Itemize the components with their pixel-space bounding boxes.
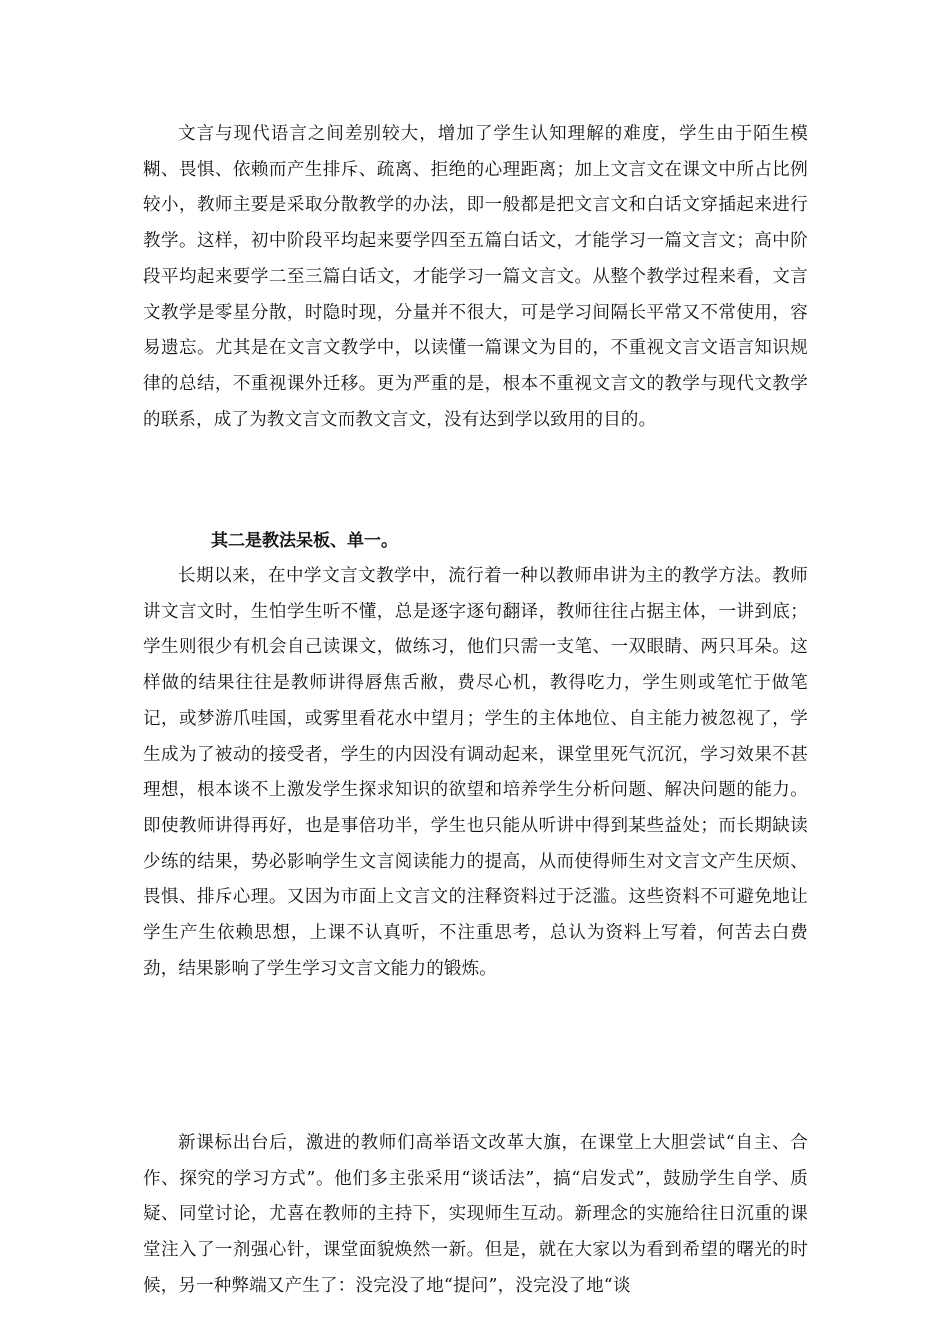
paragraph-classical-chinese-difficulty: 文言与现代语言之间差别较大，增加了学生认知理解的难度，学生由于陌生模糊、畏惧、依赖而产生排斥、疏离、拒绝的心理距离；加上文言文在课文中所占比例较小，教师主要是采取分散教学的办法，即一般都是把文言文和白话文穿插起来进行教学。这样，初中阶段平均起来要学四至五篇白话文，才能学习一篇文言文；高中阶段平均起来要学二至三篇白话文，才能学习一篇文言文。从整个教学过程来看，文言文教学是零星分散，时隐时现，分量并不很大，可是学习间隔长平常又不常使用，容易遗忘。尤其是在文言文教学中，以读懂一篇课文为目的，不重视文言文语言知识规律的总结，不重视课外迁移。更为严重的是，根本不重视文言文的教学与现代文教学的联系，成了为教文言文而教文言文，没有达到学以致用的目的。 (143, 124, 808, 430)
section-heading: 其二是教法呆板、单一。 (211, 531, 398, 551)
paragraph-teaching-method: 长期以来，在中学文言文教学中，流行着一种以教师串讲为主的教学方法。教师讲文言文时，生怕学生听不懂，总是逐字逐句翻译，教师往往占据主体，一讲到底；学生则很少有机会自己读课文，做练习，他们只需一支笔、一双眼睛、两只耳朵。这样做的结果往往是教师讲得唇焦舌敝，费尽心机，教得吃力，学生则或笔忙于做笔记，或梦游爪哇国，或雾里看花水中望月；学生的主体地位、自主能力被忽视了，学生成为了被动的接受者，学生的内因没有调动起来，课堂里死气沉沉，学习效果不甚理想，根本谈不上激发学生探求知识的欲望和培养学生分析问题、解决问题的能力。即使教师讲得再好，也是事倍功半，学生也只能从听讲中得到某些益处；而长期缺读少练的结果，势必影响学生文言阅读能力的提高，从而使得师生对文言文产生厌烦、畏惧、排斥心理。又因为市面上文言文的注释资料过于泛滥。这些资料不可避免地让学生产生依赖思想，上课不认真听，不注重思考，总认为资料上写着，何苦去白费劲，结果影响了学生学习文言文能力的锻炼。 (143, 566, 808, 979)
paragraph-new-curriculum: 新课标出台后，激进的教师们高举语文改革大旗，在课堂上大胆尝试“自主、合作、探究的学习方式”。他们多主张采用“谈话法”，搞“启发式”，鼓励学生自学、质疑、同堂讨论，尤喜在教师的主持下，实现师生互动。新理念的实施给往日沉重的课堂注入了一剂强心针，课堂面貌焕然一新。但是，就在大家以为看到希望的曙光的时候，另一种弊端又产生了：没完没了地“提问”，没完没了地“谈 (143, 1133, 808, 1296)
